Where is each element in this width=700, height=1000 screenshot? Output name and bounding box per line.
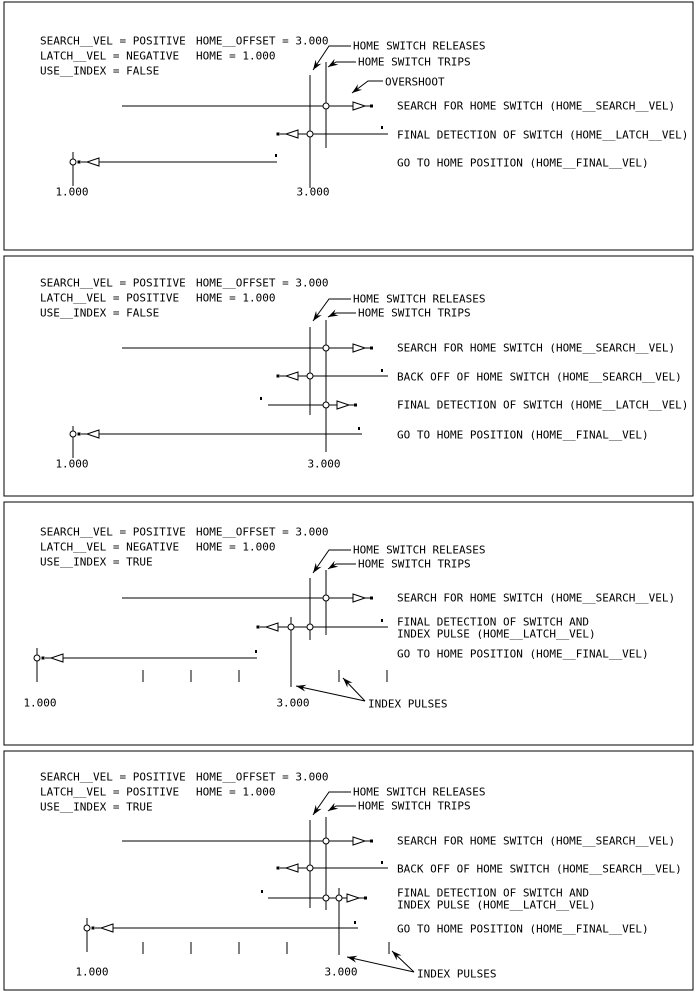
index-pulse-ticks [143,670,387,682]
trips-leader-line [328,313,356,317]
step-label-back-off: BACK OFF OF HOME SWITCH (HOME__SEARCH__VEL) [397,862,682,876]
index-pulse-ticks [143,942,389,954]
releases-leader-line [313,299,351,321]
axis-label-home: 1.000 [55,457,89,471]
motion-arrow-left [277,864,299,872]
callout-index-pulses: INDEX PULSES [417,967,497,981]
param-latch-vel: LATCH__VEL = NEGATIVE [40,49,180,63]
callout-home-switch-releases: HOME SWITCH RELEASES [353,39,486,53]
step-label-go-home: GO TO HOME POSITION (HOME__FINAL__VEL) [397,428,649,442]
start-position-dot [381,619,383,622]
motion-search [122,837,373,845]
start-position-dot [275,154,277,157]
index-event-marker [336,895,342,901]
callout-index-pulses: INDEX PULSES [368,697,448,711]
trips-leader-line [328,806,356,811]
motion-arrow-right [337,401,357,409]
event-marker [70,159,76,165]
motion-go-home [70,427,362,438]
motion-search [122,594,373,602]
motion-arrow-left [277,130,299,138]
motion-arrow-right [353,594,373,602]
start-position-dot [381,126,383,129]
motion-arrow-right [353,344,373,352]
start-position-dot [354,921,356,924]
panel-2 [4,256,693,496]
param-home: HOME = 1.000 [196,49,276,63]
start-position-dot [381,369,383,372]
step-label-final-detection: FINAL DETECTION OF SWITCH AND [397,886,590,900]
event-marker [323,595,329,601]
event-marker [323,345,329,351]
event-marker [323,895,329,901]
param-search-vel: SEARCH__VEL = POSITIVE [40,525,186,539]
motion-arrow-left [92,924,114,932]
step-label-go-home: GO TO HOME POSITION (HOME__FINAL__VEL) [397,922,649,936]
step-label-final-detection-line2: INDEX PULSE (HOME__LATCH__VEL) [397,898,596,912]
motion-go-home [34,650,257,662]
index-pulses-leader-line-2 [392,951,414,972]
axis-label-offset: 3.000 [296,185,330,199]
start-position-dot [381,861,383,864]
step-label-search: SEARCH FOR HOME SWITCH (HOME__SEARCH__VEL) [397,341,676,355]
step-label-search: SEARCH FOR HOME SWITCH (HOME__SEARCH__VEL) [397,99,676,113]
step-label-final-detection-line2: INDEX PULSE (HOME__LATCH__VEL) [397,627,596,641]
param-use-index: USE__INDEX = FALSE [40,306,160,320]
event-marker [323,103,329,109]
param-home-offset: HOME__OFFSET = 3.000 [196,525,329,539]
event-marker [84,925,90,931]
param-use-index: USE__INDEX = TRUE [40,555,153,569]
param-home: HOME = 1.000 [196,291,276,305]
releases-leader-line [313,550,351,573]
panel-1 [4,2,693,250]
callout-home-switch-releases: HOME SWITCH RELEASES [353,292,486,306]
axis-label-home: 1.000 [23,696,57,710]
event-marker [34,655,40,661]
start-position-dot [255,650,257,653]
motion-arrow-left [257,623,279,631]
motion-final-detection [277,126,389,138]
param-home-offset: HOME__OFFSET = 3.000 [196,34,329,48]
param-search-vel: SEARCH__VEL = POSITIVE [40,34,186,48]
param-home-offset: HOME__OFFSET = 3.000 [196,770,329,784]
start-position-dot [260,397,262,400]
event-marker [307,865,313,871]
motion-search [122,344,373,352]
step-label-final-detection: FINAL DETECTION OF SWITCH AND [397,615,590,629]
param-use-index: USE__INDEX = TRUE [40,800,153,814]
param-use-index: USE__INDEX = FALSE [40,64,160,78]
param-home: HOME = 1.000 [196,785,276,799]
param-latch-vel: LATCH__VEL = NEGATIVE [40,540,180,554]
index-pulses-leader-line-2 [343,678,365,701]
callout-home-switch-trips: HOME SWITCH TRIPS [358,557,471,571]
step-label-search: SEARCH FOR HOME SWITCH (HOME__SEARCH__VEL) [397,834,676,848]
overshoot-leader-line [352,81,383,93]
trips-leader-line [328,62,356,67]
step-label-final-detection: FINAL DETECTION OF SWITCH (HOME__LATCH__VEL) [397,128,689,142]
start-position-dot [358,427,360,430]
step-label-go-home: GO TO HOME POSITION (HOME__FINAL__VEL) [397,156,649,170]
motion-arrow-left [42,654,64,662]
axis-label-home: 1.000 [75,965,109,979]
motion-arrow-right [353,102,373,110]
motion-arrow-left [78,430,100,438]
event-marker [307,624,313,630]
event-marker [323,838,329,844]
param-home-offset: HOME__OFFSET = 3.000 [196,276,329,290]
axis-label-offset: 3.000 [276,696,310,710]
param-latch-vel: LATCH__VEL = POSITIVE [40,291,180,305]
motion-final-detection [257,619,389,631]
releases-leader-line [313,792,351,815]
motion-go-home [70,154,277,166]
motion-back-off [277,369,389,380]
index-event-marker [288,624,294,630]
step-label-final-detection: FINAL DETECTION OF SWITCH (HOME__LATCH__VEL) [397,398,689,412]
callout-overshoot: OVERSHOOT [385,75,445,89]
callout-home-switch-trips: HOME SWITCH TRIPS [358,55,471,69]
motion-back-off [277,861,389,872]
panel-3 [4,502,693,745]
param-latch-vel: LATCH__VEL = POSITIVE [40,785,180,799]
axis-label-home: 1.000 [55,185,89,199]
step-label-go-home: GO TO HOME POSITION (HOME__FINAL__VEL) [397,647,649,661]
axis-label-offset: 3.000 [324,965,358,979]
motion-go-home [84,921,358,932]
callout-home-switch-releases: HOME SWITCH RELEASES [353,785,486,799]
event-marker [70,431,76,437]
panel-4 [4,751,693,990]
event-marker [323,402,329,408]
start-position-dot [261,890,263,893]
param-search-vel: SEARCH__VEL = POSITIVE [40,276,186,290]
motion-arrow-left [78,158,100,166]
motion-search [122,102,373,110]
callout-home-switch-releases: HOME SWITCH RELEASES [353,543,486,557]
releases-leader-line [313,46,351,70]
event-marker [307,131,313,137]
motion-arrow-left [277,372,299,380]
step-label-back-off: BACK OFF OF HOME SWITCH (HOME__SEARCH__VEL) [397,370,682,384]
param-search-vel: SEARCH__VEL = POSITIVE [40,770,186,784]
motion-arrow-right [347,894,367,902]
motion-final-detection [260,397,357,409]
callout-home-switch-trips: HOME SWITCH TRIPS [358,306,471,320]
callout-home-switch-trips: HOME SWITCH TRIPS [358,799,471,813]
param-home: HOME = 1.000 [196,540,276,554]
event-marker [307,373,313,379]
step-label-search: SEARCH FOR HOME SWITCH (HOME__SEARCH__VEL) [397,591,676,605]
trips-leader-line [328,564,356,569]
motion-final-detection [261,890,367,902]
axis-label-offset: 3.000 [307,457,341,471]
motion-arrow-right [353,837,373,845]
